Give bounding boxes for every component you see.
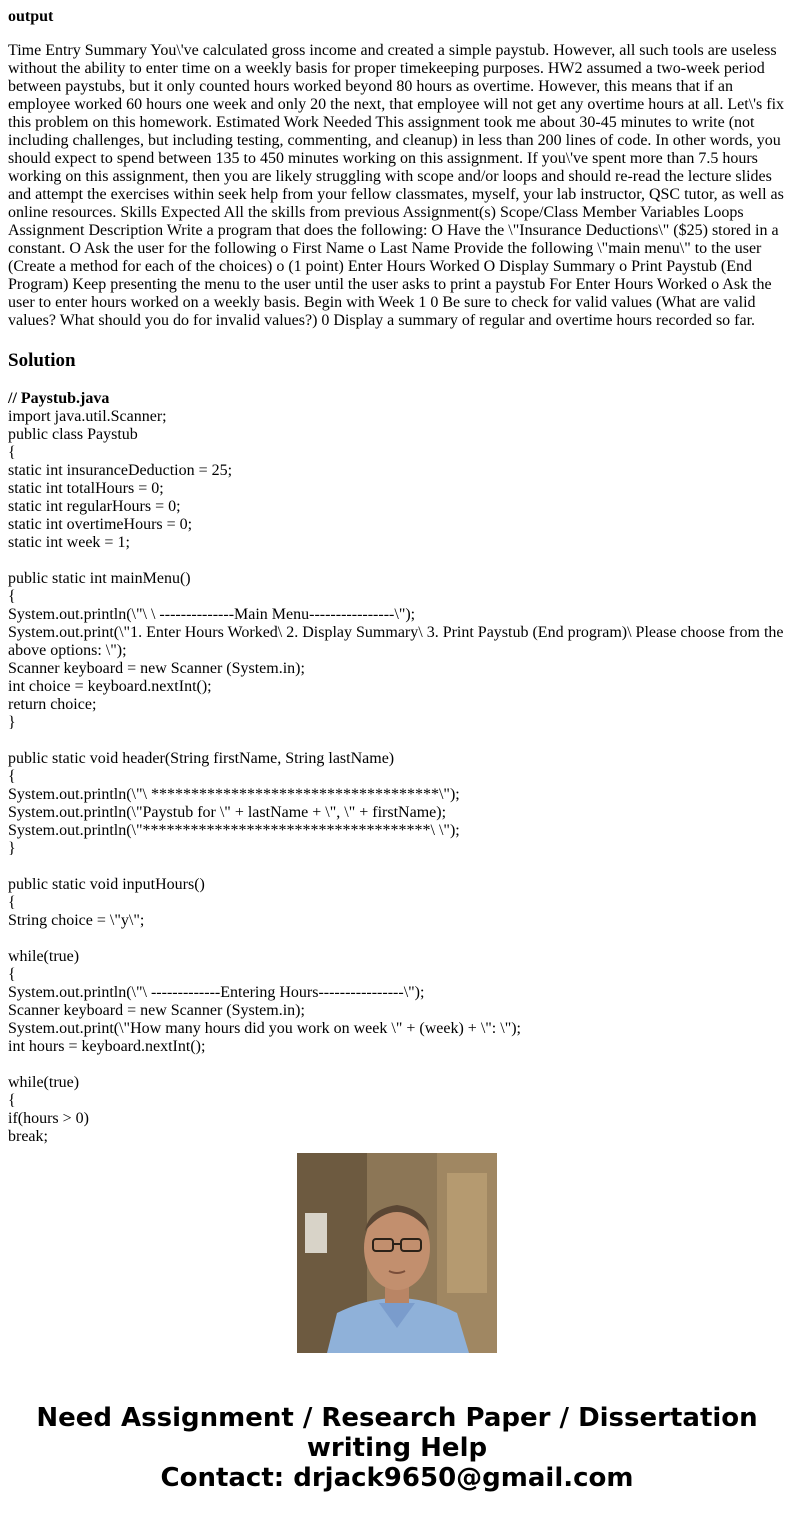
code-line: if(hours > 0) [8,1110,90,1127]
code-line: import java.util.Scanner; [8,408,167,425]
code-line: } [8,840,16,857]
code-line: } [8,714,16,731]
solution-heading: Solution [8,350,76,371]
code-line: int choice = keyboard.nextInt(); [8,678,212,695]
code-lines [8,408,786,1146]
code-line: System.out.println(\"Paystub for \" + lastName + \", \" + firstName); [8,804,447,821]
code-line: System.out.print(\"How many hours did you work on week \" + (week) + \": \"); [8,1020,521,1037]
code-line [8,930,786,948]
code-line [8,1056,786,1074]
code-line: System.out.println(\"\ \ --------------Main Menu----------------\"); [8,606,416,623]
code-line: static int week = 1; [8,534,130,551]
code-line: while(true) [8,1074,80,1091]
code-line: System.out.print(\"1. Enter Hours Worked\ 2. Display Summary\ 3. Print Paystub (End program)\ Please choose from the above options: \"); [8,624,788,659]
code-line: Scanner keyboard = new Scanner (System.in); [8,1002,305,1019]
code-line: public static void inputHours() [8,876,205,893]
code-line: public static void header(String firstName, String lastName) [8,750,395,767]
footer-line-2: writing Help [306,1433,488,1463]
code-line: System.out.println(\"\ ************************************\"); [8,786,460,803]
code-line: public static int mainMenu() [8,570,191,587]
code-line: public class Paystub [8,426,138,443]
question-text: Time Entry Summary You\'ve calculated gross income and created a simple paystub. However, all such tools are useless without the ability to enter time on a weekly basis for proper timekeeping purposes. HW2 assumed a two-week period between paystubs, but it only counted hours worked beyond 80 hours as overtime. However, this means that if an employee worked 60 hours one week and only 20 the next, that employee will not get any overtime hours at all. Let\'s fix this problem on this homework. Estimated Work Needed This assignment took me about 30-45 minutes to write (not including challenges, but including testing, commenting, and cleanup) in less than 200 lines of code. In other words, you should expect to spend between 135 to 450 minutes working on this assignment. If you\'ve spent more than 7.5 hours working on this assignment, then you are likely struggling with scope and/or loops and should re-read the lecture slides and attempt the exercises within seek help from your fellow classmates, myself, your lab instructor, QSC tutor, as well as online resources. Skills Expected All the skills from previous Assignment(s) Scope/Class Member Variables Loops Assignment Description Write a program that does the following: O Have the \"Insurance Deductions\" ($25) stored in a constant. O Ask the user for the following o First Name o Last Name Provide the following \"main menu\" to the user (Create a method for each of the choices) o (1 point) Enter Hours Worked O Display Summary o Print Paystub (End Program) Keep presenting the menu to the user until the user asks to print a paystub For Enter Hours Worked o Ask the user to enter hours worked on a weekly basis. Begin with Week 1 0 Be sure to check for valid values (What are valid values? What should you do for invalid values?) 0 Display a summary of regular and overtime hours recorded so far. [8,42,785,329]
code-line: static int regularHours = 0; [8,498,181,515]
code-line: return choice; [8,696,97,713]
code-line: { [8,894,16,911]
footer-line-1: Need Assignment / Research Paper / Dissertation [36,1403,758,1433]
code-line [8,732,786,750]
footer-contact: Contact: drjack9650@gmail.com [160,1463,634,1493]
code-line: { [8,966,16,983]
code-line: { [8,588,16,605]
code-line: while(true) [8,948,80,965]
author-photo [297,1153,497,1353]
code-line [8,552,786,570]
code-line: int hours = keyboard.nextInt(); [8,1038,206,1055]
code-line: static int totalHours = 0; [8,480,164,497]
code-line: { [8,768,16,785]
code-line: Scanner keyboard = new Scanner (System.in); [8,660,305,677]
code-line: static int overtimeHours = 0; [8,516,193,533]
document-content [8,0,788,1145]
code-file-title: // Paystub.java [8,390,110,407]
code-line: { [8,1092,16,1109]
code-line: String choice = \"y\"; [8,912,145,929]
code-line: System.out.println(\"\ -------------Entering Hours----------------\"); [8,984,425,1001]
code-line: break; [8,1128,48,1145]
footer-banner [0,1403,794,1493]
output-label: output [8,8,54,25]
code-line [8,858,786,876]
author-photo-illustration [297,1153,497,1353]
code-line: static int insuranceDeduction = 25; [8,462,233,479]
code-line: System.out.println(\"************************************\ \"); [8,822,460,839]
code-block [8,390,786,1146]
code-line: { [8,444,16,461]
